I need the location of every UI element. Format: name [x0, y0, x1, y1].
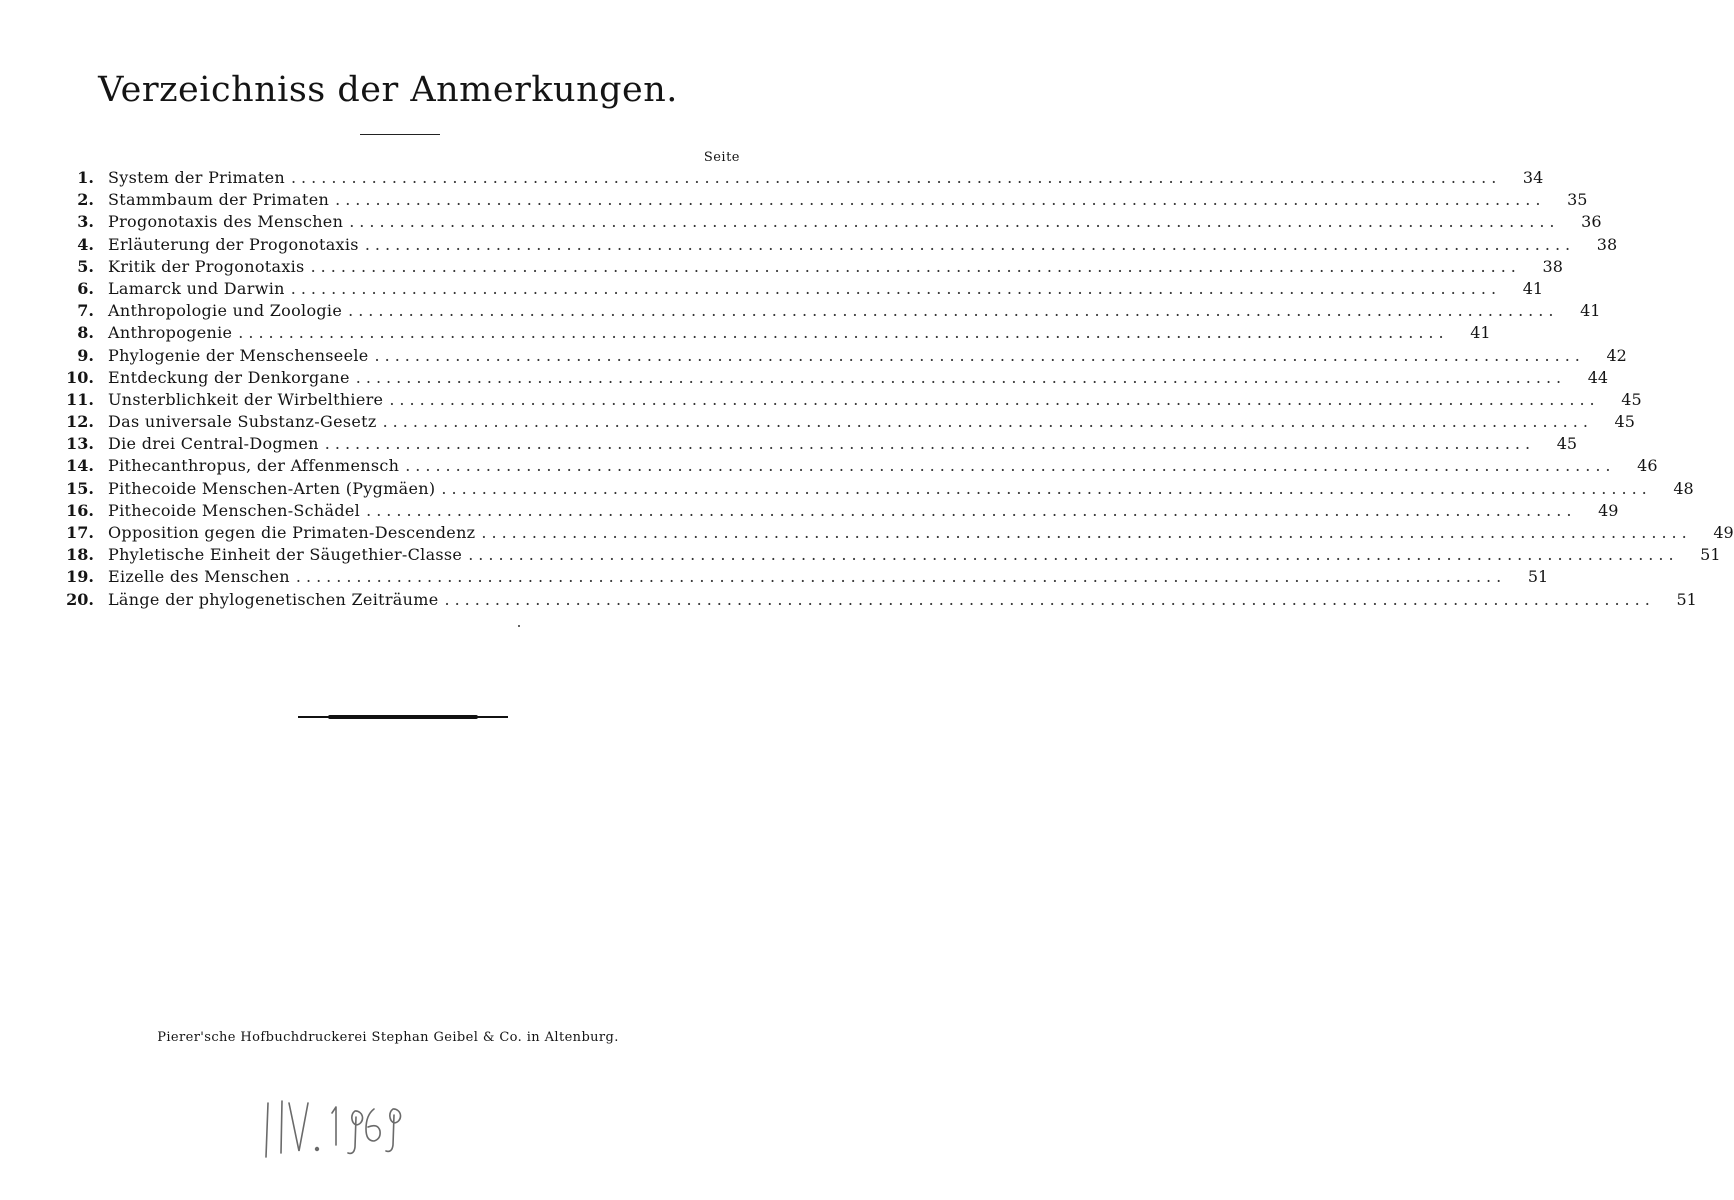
entry-number: 14. — [66, 456, 94, 476]
toc-entry[interactable] — [60, 189, 1588, 211]
ink-speck — [518, 625, 520, 627]
dot-leader: ........................................................................................................................ — [441, 478, 1652, 498]
entry-page: 51 — [1676, 589, 1697, 609]
dot-leader: ........................................................................................................................ — [290, 168, 1502, 187]
entry-number: 1. — [77, 168, 94, 187]
toc-entry[interactable] — [60, 345, 1627, 367]
entry-number: 8. — [77, 323, 94, 343]
toc-entry[interactable] — [60, 411, 1635, 433]
entry-number: 2. — [77, 190, 94, 210]
printer-imprint: Pierer'sche Hofbuchdruckerei Stephan Geibel & Co. in Altenburg. — [157, 1030, 619, 1045]
entry-label: Kritik der Progonotaxis — [108, 256, 305, 276]
entry-page: 41 — [1522, 278, 1544, 298]
entry-number: 7. — [77, 301, 94, 321]
entry-number: 3. — [77, 212, 94, 232]
dot-leader: ........................................................................................................................ — [364, 234, 1576, 254]
dot-leader: ........................................................................................................................ — [238, 323, 1449, 343]
entry-label: Progonotaxis des Menschen — [108, 212, 344, 232]
title-divider — [360, 134, 440, 135]
entry-label: Stammbaum der Primaten — [108, 190, 330, 210]
toc-entry[interactable] — [60, 566, 1549, 588]
dot-leader: ........................................................................................................................ — [324, 434, 1536, 454]
entry-label: System der Primaten — [108, 168, 285, 187]
dot-leader: ........................................................................................................................ — [405, 456, 1616, 476]
entry-number: 10. — [66, 367, 94, 387]
entry-page: 46 — [1637, 456, 1658, 476]
page-title: Verzeichniss der Anmerkungen. — [98, 70, 678, 110]
dot-leader: ........................................................................................................................ — [389, 389, 1600, 409]
entry-page: 35 — [1567, 190, 1588, 210]
toc-entry[interactable] — [60, 278, 1544, 300]
dot-leader: ........................................................................................................................ — [468, 545, 1679, 565]
toc-entry[interactable] — [60, 455, 1658, 477]
dot-leader: ........................................................................................................................ — [382, 412, 1593, 432]
entry-page: 41 — [1580, 301, 1601, 321]
entry-number: 11. — [66, 389, 94, 409]
entry-label: Anthropologie und Zoologie — [108, 301, 343, 321]
dot-leader: ........................................................................................................................ — [355, 367, 1567, 387]
toc-entry[interactable] — [60, 522, 1734, 544]
entry-number: 20. — [66, 589, 94, 609]
entry-page: 38 — [1542, 256, 1563, 276]
entry-number: 4. — [77, 234, 94, 254]
table-of-contents — [60, 167, 1734, 611]
handwritten-shelfmark — [262, 1095, 402, 1165]
entry-label: Eizelle des Menschen — [108, 567, 290, 587]
entry-number: 18. — [66, 545, 94, 565]
entry-page: 49 — [1713, 523, 1734, 542]
entry-number: 15. — [66, 478, 94, 498]
entry-number: 16. — [66, 500, 94, 520]
entry-label: Entdeckung der Denkorgane — [108, 367, 350, 387]
toc-entry[interactable] — [60, 500, 1619, 522]
dot-leader: ........................................................................................................................ — [481, 523, 1692, 542]
entry-label: Opposition gegen die Primaten-Descendenz — [108, 523, 476, 542]
toc-entry[interactable] — [60, 367, 1609, 389]
entry-label: Länge der phylogenetischen Zeiträume — [108, 589, 439, 609]
toc-entry[interactable] — [60, 167, 1544, 189]
toc-entry[interactable] — [60, 589, 1697, 611]
dot-leader: ........................................................................................................................ — [335, 190, 1546, 210]
entry-page: 38 — [1596, 234, 1618, 254]
toc-entry[interactable] — [60, 300, 1601, 322]
entry-label: Erläuterung der Progonotaxis — [108, 234, 359, 254]
entry-number: 19. — [66, 567, 94, 587]
toc-entry[interactable] — [60, 211, 1602, 233]
dot-leader: ........................................................................................................................ — [366, 500, 1577, 520]
entry-page: 45 — [1621, 389, 1642, 409]
dot-leader: ........................................................................................................................ — [349, 212, 1560, 232]
toc-entry[interactable] — [60, 544, 1721, 566]
entry-page: 51 — [1527, 567, 1549, 587]
dot-leader: ........................................................................................................................ — [348, 301, 1559, 321]
entry-number: 9. — [77, 345, 94, 365]
entry-label: Lamarck und Darwin — [108, 278, 285, 298]
entry-label: Pithecanthropus, der Affenmensch — [108, 456, 400, 476]
entry-page: 42 — [1606, 345, 1627, 365]
page-column-header: Seite — [703, 150, 740, 165]
dot-leader: ........................................................................................................................ — [310, 256, 1521, 276]
toc-entry[interactable] — [60, 322, 1491, 344]
entry-page: 45 — [1614, 412, 1635, 432]
entry-label: Die drei Central-Dogmen — [108, 434, 319, 454]
entry-label: Das universale Substanz-Gesetz — [108, 412, 377, 432]
dot-leader: ........................................................................................................................ — [374, 345, 1585, 365]
toc-entry[interactable] — [60, 389, 1642, 411]
dot-leader: ........................................................................................................................ — [295, 567, 1507, 587]
entry-number: 5. — [77, 256, 94, 276]
entry-label: Phylogenie der Menschenseele — [108, 345, 369, 365]
toc-entry[interactable] — [60, 256, 1563, 278]
entry-page: 49 — [1598, 500, 1619, 520]
entry-page: 34 — [1522, 168, 1544, 187]
toc-entry[interactable] — [60, 433, 1578, 455]
entry-number: 6. — [77, 278, 94, 298]
entry-page: 51 — [1700, 545, 1721, 565]
entry-page: 45 — [1556, 434, 1578, 454]
entry-label: Pithecoide Menschen-Schädel — [108, 500, 361, 520]
entry-number: 17. — [66, 523, 94, 542]
entry-number: 13. — [66, 434, 94, 454]
entry-page: 44 — [1587, 367, 1609, 387]
entry-label: Phyletische Einheit der Säugethier-Classe — [108, 545, 463, 565]
dot-leader: ........................................................................................................................ — [444, 589, 1655, 609]
entry-label: Anthropogenie — [108, 323, 233, 343]
end-ornament-rule — [298, 716, 508, 718]
entry-label: Pithecoide Menschen-Arten (Pygmäen) — [108, 478, 436, 498]
entry-label: Unsterblichkeit der Wirbelthiere — [108, 389, 384, 409]
entry-page: 48 — [1673, 478, 1694, 498]
dot-leader: ........................................................................................................................ — [290, 278, 1502, 298]
entry-page: 41 — [1470, 323, 1491, 343]
entry-page: 36 — [1581, 212, 1602, 232]
toc-entry[interactable] — [60, 478, 1694, 500]
entry-number: 12. — [66, 412, 94, 432]
toc-entry[interactable] — [60, 234, 1618, 256]
